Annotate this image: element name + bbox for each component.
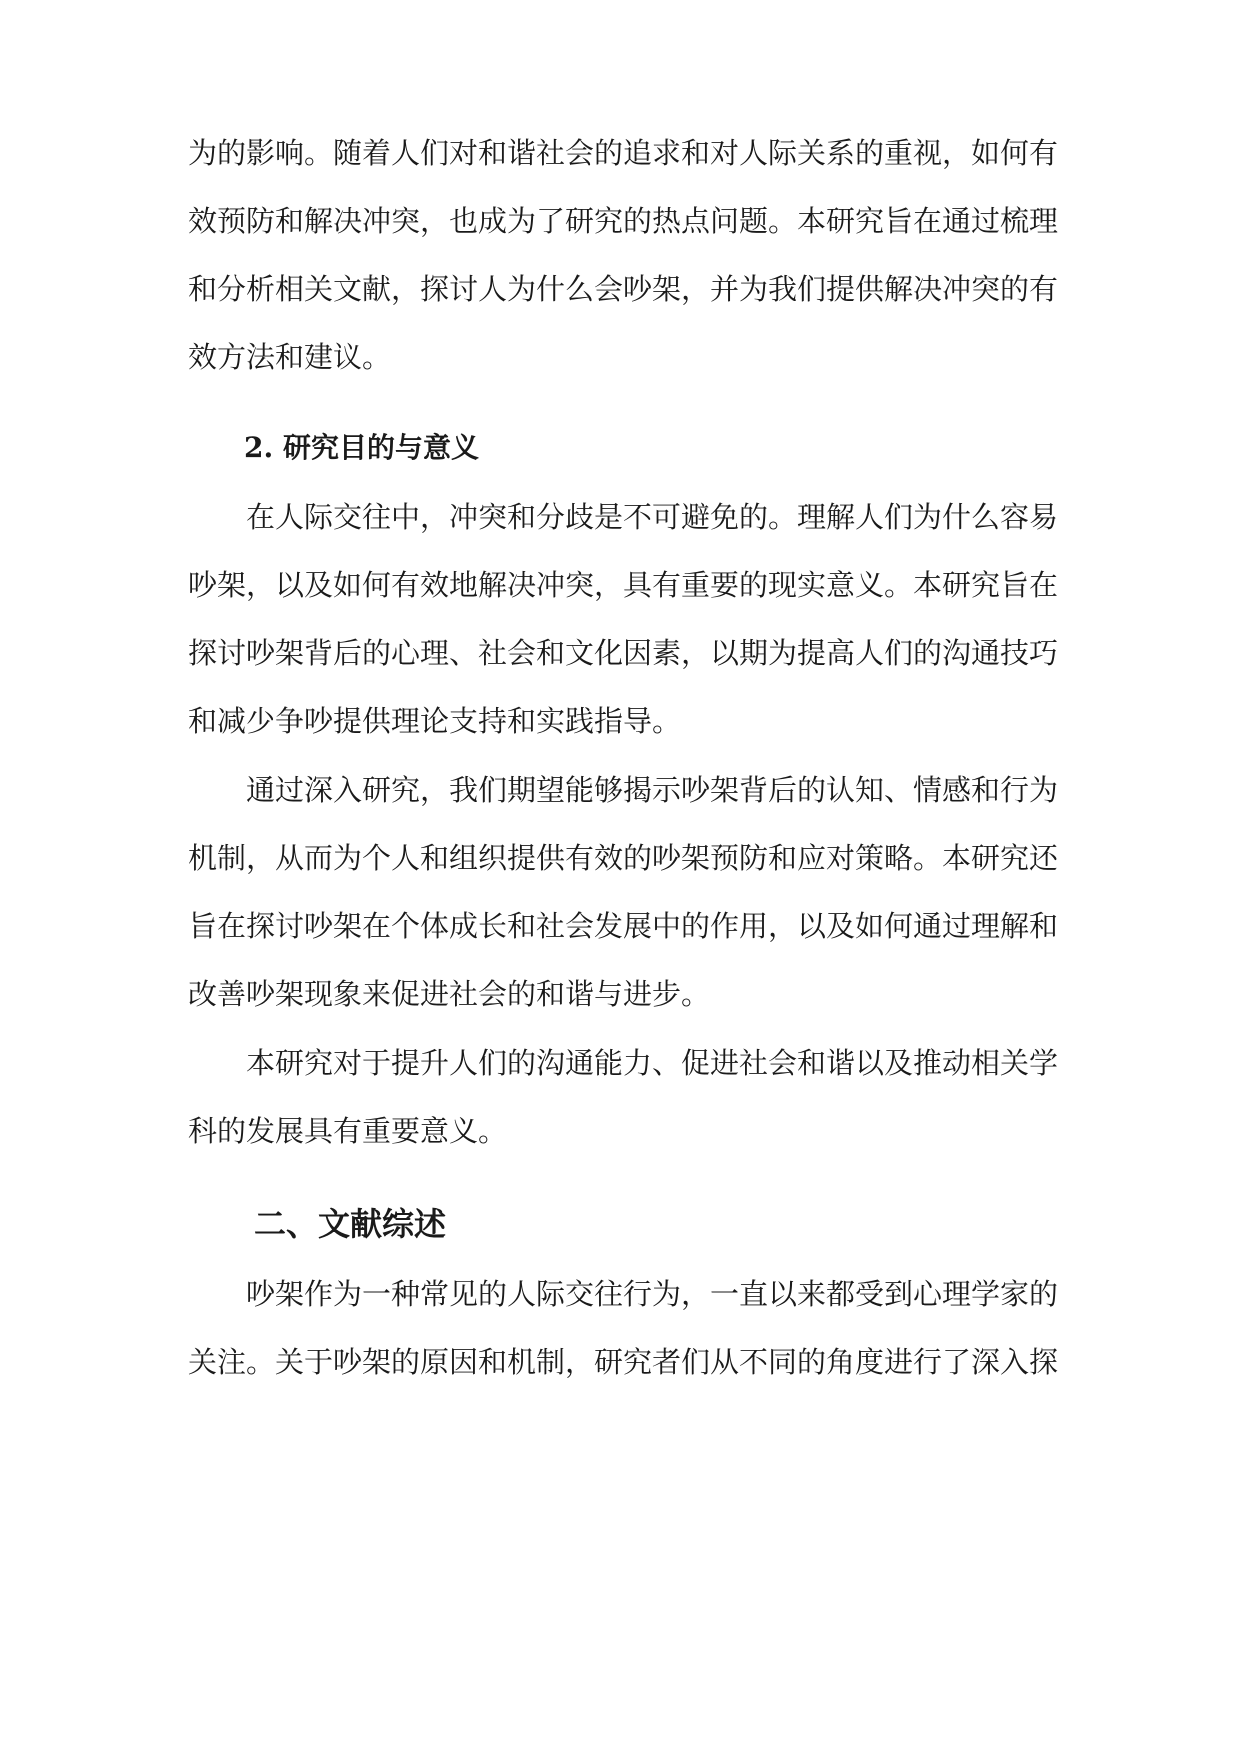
paragraph-3-line-2: 机制，从而为个人和组织提供有效的吵架预防和应对策略。本研究还 <box>188 841 1059 875</box>
paragraph-4-line-2: 科的发展具有重要意义。 <box>188 1114 508 1148</box>
paragraph-1-line-2: 效预防和解决冲突，也成为了研究的热点问题。本研究旨在通过梳理 <box>188 204 1059 238</box>
paragraph-2-line-3: 探讨吵架背后的心理、社会和文化因素，以期为提高人们的沟通技巧 <box>188 636 1059 670</box>
section-2-heading: 2. 研究目的与意义 <box>244 431 479 464</box>
paragraph-2-line-4: 和减少争吵提供理论支持和实践指导。 <box>188 704 682 738</box>
paragraph-4-line-1: 本研究对于提升人们的沟通能力、促进社会和谐以及推动相关学 <box>246 1046 1059 1080</box>
paragraph-5-line-1: 吵架作为一种常见的人际交往行为，一直以来都受到心理学家的 <box>246 1277 1059 1311</box>
paragraph-3-line-4: 改善吵架现象来促进社会的和谐与进步。 <box>188 977 711 1011</box>
paragraph-2-line-1: 在人际交往中，冲突和分歧是不可避免的。理解人们为什么容易 <box>246 500 1059 534</box>
paragraph-1-line-1: 为的影响。随着人们对和谐社会的追求和对人际关系的重视，如何有 <box>188 136 1059 170</box>
paragraph-3-line-1: 通过深入研究，我们期望能够揭示吵架背后的认知、情感和行为 <box>246 773 1059 807</box>
paragraph-5-line-2: 关注。关于吵架的原因和机制，研究者们从不同的角度进行了深入探 <box>188 1345 1059 1379</box>
paragraph-3-line-3: 旨在探讨吵架在个体成长和社会发展中的作用，以及如何通过理解和 <box>188 909 1059 943</box>
paragraph-2-line-2: 吵架，以及如何有效地解决冲突，具有重要的现实意义。本研究旨在 <box>188 568 1059 602</box>
paragraph-1-line-3: 和分析相关文献，探讨人为什么会吵架，并为我们提供解决冲突的有 <box>188 272 1059 306</box>
chapter-2-heading: 二、文献综述 <box>254 1205 447 1243</box>
paragraph-1-line-4: 效方法和建议。 <box>188 340 392 374</box>
